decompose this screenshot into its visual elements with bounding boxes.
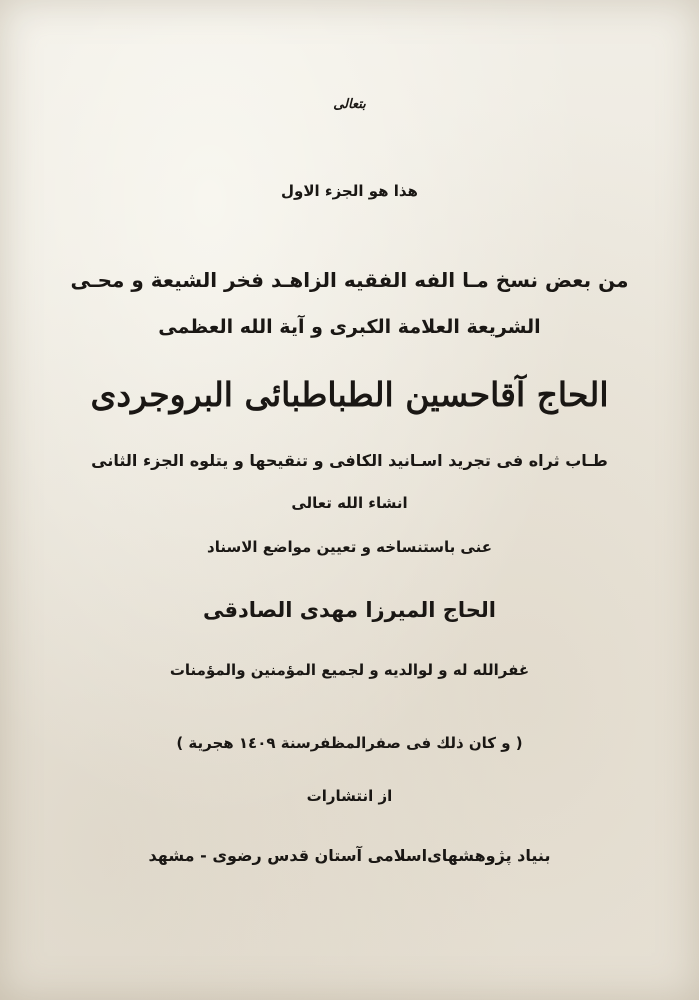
intro-line-2: الشريعة العلامة الكبری و آية الله العظمی — [158, 316, 541, 338]
part-heading: هذا هو الجزء الاول — [281, 182, 418, 200]
author-name: الحاج آقاحسين الطباطبائی البروجردی — [90, 375, 609, 414]
intro-line-1: من بعض نسخ مـا الفه الفقيه الزاهـد فخر الشيعة و محـی — [70, 268, 629, 292]
invocation-text: بتعالی — [333, 97, 366, 112]
description-line-2: انشاء الله تعالی — [291, 494, 408, 512]
prayer-line: غفرالله له و لوالديه و لجميع المؤمنين والمؤمنات — [169, 661, 530, 679]
publisher-label: از انتشارات — [306, 787, 393, 805]
description-line-3: عنی باستنساخه و تعيين مواضع الاسناد — [207, 538, 492, 556]
date-line: ( و كان ذلك فی صفرالمظفرسنة ١٤٠٩ هجرية ) — [176, 734, 523, 752]
editor-name: الحاج الميرزا مهدی الصادقی — [203, 598, 496, 622]
publisher-name: بنياد پژوهشهای‌اسلامی آستان قدس رضوی - مشهد — [148, 846, 551, 865]
description-line-1: طـاب ثراه فی تجريد اسـانيد الكافی و تنقيحها و يتلوه الجزء الثانی — [91, 451, 608, 470]
